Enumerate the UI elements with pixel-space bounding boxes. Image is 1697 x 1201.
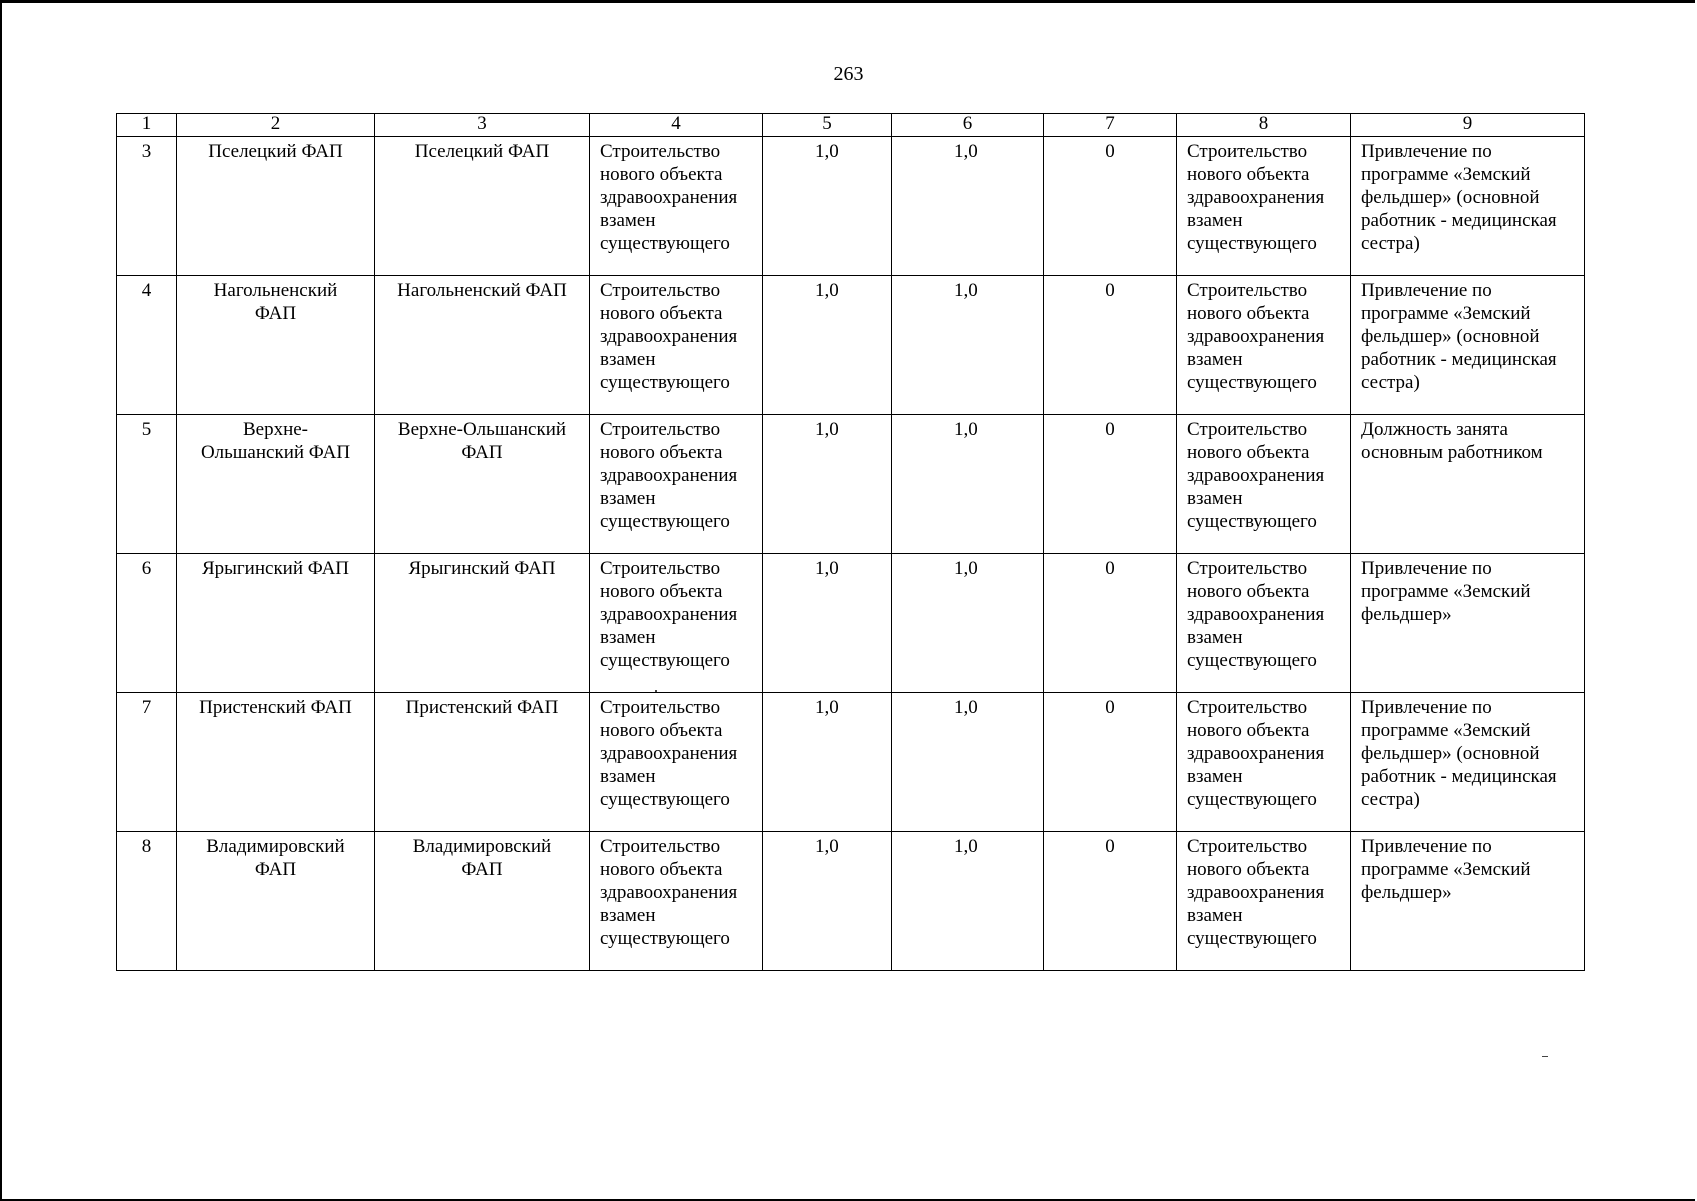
value-col7: 0 [1044, 832, 1177, 971]
facility-object: Пристенский ФАП [375, 693, 590, 832]
row-index: 5 [117, 415, 177, 554]
table-row [117, 276, 1585, 415]
staffing-note: Привлечение по программе «Земский фельдшер» (основной работник - медицинская сестра) [1351, 276, 1585, 415]
staffing-note: Должность занята основным работником [1351, 415, 1585, 554]
measure-description: Строительство нового объекта здравоохранения взамен существующего [1177, 554, 1351, 693]
facility-object: Владимировский ФАП [375, 832, 590, 971]
staffing-note: Привлечение по программе «Земский фельдшер» (основной работник - медицинская сестра) [1351, 137, 1585, 276]
column-header: 4 [590, 114, 763, 137]
scan-artifact [655, 690, 657, 692]
facility-name: Верхне- Ольшанский ФАП [177, 415, 375, 554]
value-col7: 0 [1044, 554, 1177, 693]
staffing-note: Привлечение по программе «Земский фельдшер» (основной работник - медицинская сестра) [1351, 693, 1585, 832]
action-description: Строительство нового объекта здравоохранения взамен существующего [590, 276, 763, 415]
value-col6: 1,0 [892, 554, 1044, 693]
column-header: 7 [1044, 114, 1177, 137]
table-row [117, 554, 1585, 693]
measure-description: Строительство нового объекта здравоохранения взамен существующего [1177, 137, 1351, 276]
row-index: 4 [117, 276, 177, 415]
facility-name: Ярыгинский ФАП [177, 554, 375, 693]
column-header: 8 [1177, 114, 1351, 137]
column-header: 3 [375, 114, 590, 137]
row-index: 3 [117, 137, 177, 276]
value-col7: 0 [1044, 137, 1177, 276]
value-col5: 1,0 [763, 415, 892, 554]
row-index: 8 [117, 832, 177, 971]
staffing-note: Привлечение по программе «Земский фельдшер» [1351, 832, 1585, 971]
value-col6: 1,0 [892, 415, 1044, 554]
facility-object: Пселецкий ФАП [375, 137, 590, 276]
facility-object: Нагольненский ФАП [375, 276, 590, 415]
column-header: 9 [1351, 114, 1585, 137]
value-col5: 1,0 [763, 276, 892, 415]
value-col7: 0 [1044, 415, 1177, 554]
value-col7: 0 [1044, 693, 1177, 832]
table-row [117, 832, 1585, 971]
measure-description: Строительство нового объекта здравоохранения взамен существующего [1177, 693, 1351, 832]
value-col5: 1,0 [763, 693, 892, 832]
value-col6: 1,0 [892, 276, 1044, 415]
column-header: 6 [892, 114, 1044, 137]
action-description: Строительство нового объекта здравоохранения взамен существующего [590, 693, 763, 832]
staffing-note: Привлечение по программе «Земский фельдшер» [1351, 554, 1585, 693]
value-col6: 1,0 [892, 832, 1044, 971]
value-col7: 0 [1044, 276, 1177, 415]
measure-description: Строительство нового объекта здравоохранения взамен существующего [1177, 415, 1351, 554]
measure-description: Строительство нового объекта здравоохранения взамен существующего [1177, 276, 1351, 415]
value-col6: 1,0 [892, 137, 1044, 276]
column-header: 2 [177, 114, 375, 137]
column-header: 5 [763, 114, 892, 137]
measure-description: Строительство нового объекта здравоохранения взамен существующего [1177, 832, 1351, 971]
facility-name: Пристенский ФАП [177, 693, 375, 832]
data-table [116, 113, 1585, 971]
action-description: Строительство нового объекта здравоохранения взамен существующего [590, 415, 763, 554]
page-number: 263 [833, 63, 864, 85]
column-header: 1 [117, 114, 177, 137]
action-description: Строительство нового объекта здравоохранения взамен существующего [590, 554, 763, 693]
scan-artifact [1542, 1056, 1548, 1057]
facility-object: Ярыгинский ФАП [375, 554, 590, 693]
facility-object: Верхне-Ольшанский ФАП [375, 415, 590, 554]
row-index: 7 [117, 693, 177, 832]
facility-name: Пселецкий ФАП [177, 137, 375, 276]
row-index: 6 [117, 554, 177, 693]
value-col6: 1,0 [892, 693, 1044, 832]
action-description: Строительство нового объекта здравоохранения взамен существующего [590, 832, 763, 971]
value-col5: 1,0 [763, 137, 892, 276]
facility-name: Владимировский ФАП [177, 832, 375, 971]
table-row [117, 693, 1585, 832]
table-row [117, 415, 1585, 554]
table-header-row [117, 114, 1585, 137]
value-col5: 1,0 [763, 554, 892, 693]
facility-name: Нагольненский ФАП [177, 276, 375, 415]
value-col5: 1,0 [763, 832, 892, 971]
table-row [117, 137, 1585, 276]
action-description: Строительство нового объекта здравоохранения взамен существующего [590, 137, 763, 276]
